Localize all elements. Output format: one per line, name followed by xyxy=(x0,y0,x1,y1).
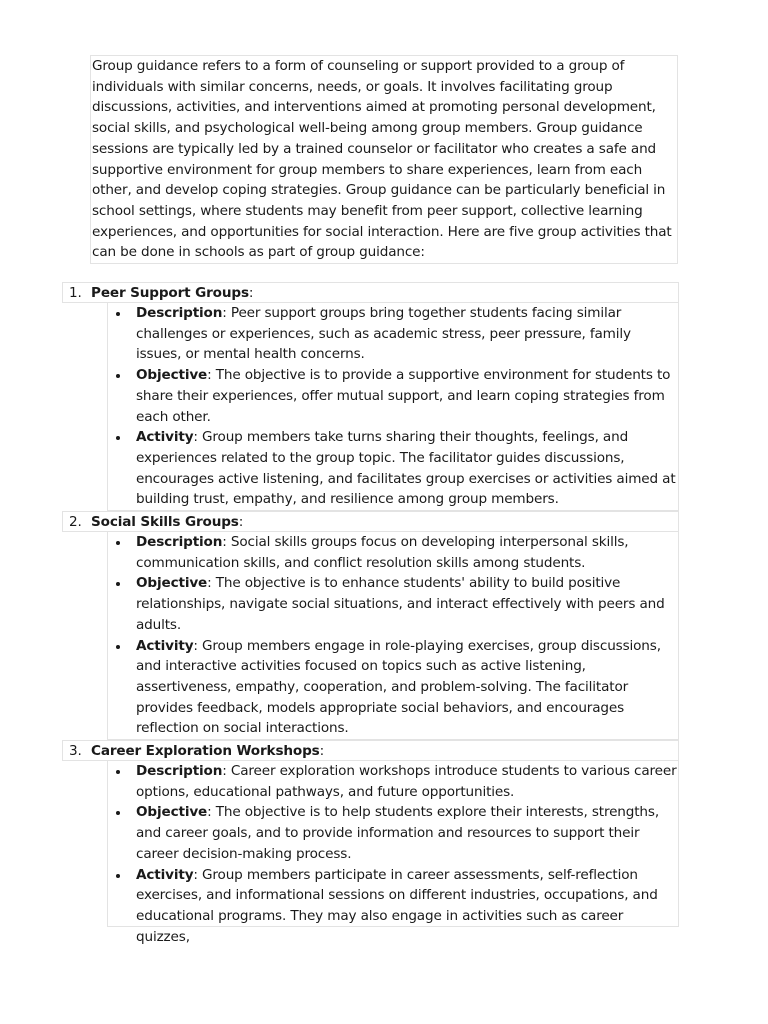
list-item-social-skills-groups xyxy=(62,511,679,740)
list-number: 1. xyxy=(69,285,82,301)
item-label: Objective xyxy=(136,367,208,384)
list-item-peer-support-groups xyxy=(62,282,679,511)
item-label: Objective xyxy=(136,575,208,592)
item-text: : Group members participate in career assessments, self-reflection exercises, and informational sessions on different industries, occupations, and educational programs. They may also engage in activities such as career quizzes, xyxy=(136,866,658,945)
item-text: : Career exploration workshops introduce students to various career options, educational pathways, and future opportunities. xyxy=(136,763,677,800)
list-item xyxy=(136,532,678,573)
group-heading xyxy=(62,282,679,303)
item-label: Activity xyxy=(136,637,194,654)
group-heading xyxy=(62,511,679,532)
list-item xyxy=(136,303,678,365)
colon: : xyxy=(238,514,244,531)
item-text: : The objective is to provide a supportive environment for students to share their experiences, offer mutual support, and learn coping strategies from each other. xyxy=(136,367,671,425)
list-item xyxy=(136,365,678,427)
group-title: Career Exploration Workshops xyxy=(91,743,320,760)
colon: : xyxy=(248,285,254,301)
item-label: Description xyxy=(136,305,223,321)
item-text: : The objective is to enhance students' ability to build positive relationships, navigate social situations, and interact effectively with peers and adults. xyxy=(136,575,665,633)
list-item-career-exploration-workshops xyxy=(62,740,679,945)
list-item xyxy=(136,865,678,948)
item-label: Activity xyxy=(136,866,194,883)
item-label: Description xyxy=(136,763,223,780)
list-item xyxy=(136,636,678,740)
item-text: : Group members engage in role-playing exercises, group discussions, and interactive activities focused on topics such as active listening, assertiveness, empathy, cooperation, and problem-solving. The facilitator provides feedback, models appropriate social behaviors, and encourages reflection on social interactions. xyxy=(136,637,661,737)
item-text: : The objective is to help students explore their interests, strengths, and career goals, and to provide information and resources to support their career decision-making process. xyxy=(136,804,659,862)
list-item xyxy=(136,802,678,864)
list-item xyxy=(136,573,678,635)
item-text: : Social skills groups focus on developing interpersonal skills, communication skills, and conflict resolution skills among students. xyxy=(136,534,629,571)
item-label: Activity xyxy=(136,429,194,446)
item-text: : Group members take turns sharing their thoughts, feelings, and experiences related to the group topic. The facilitator guides discussions, encourages active listening, and facilitates group exercises or activities aimed at building trust, empathy, and resilience among group members. xyxy=(136,429,676,508)
list-number: 3. xyxy=(69,743,82,760)
sub-list xyxy=(107,532,679,740)
list-item xyxy=(136,427,678,510)
list-number: 2. xyxy=(69,514,82,531)
sub-list xyxy=(107,303,679,511)
colon: : xyxy=(319,743,325,760)
group-title: Social Skills Groups xyxy=(91,514,239,531)
group-heading xyxy=(62,740,679,761)
item-label: Description xyxy=(136,534,223,551)
activity-list xyxy=(62,282,679,945)
item-label: Objective xyxy=(136,804,208,821)
item-text: : Peer support groups bring together students facing similar challenges or experiences, such as academic stress, peer pressure, family issues, or mental health concerns. xyxy=(136,305,631,363)
list-item xyxy=(136,761,678,802)
sub-list xyxy=(107,761,679,945)
group-title: Peer Support Groups xyxy=(91,285,249,301)
intro-paragraph: Group guidance refers to a form of counseling or support provided to a group of individuals with similar concerns, needs, or goals. It involves facilitating group discussions, activities, and interventions aimed at promoting personal development, social skills, and psychological well-being among group members. Group guidance sessions are typically led by a trained counselor or facilitator who creates a safe and supportive environment for group members to share experiences, learn from each other, and develop coping strategies. Group guidance can be particularly beneficial in school settings, where students may benefit from peer support, collective learning experiences, and opportunities for social interaction. Here are five group activities that can be done in schools as part of group guidance: xyxy=(90,55,678,264)
